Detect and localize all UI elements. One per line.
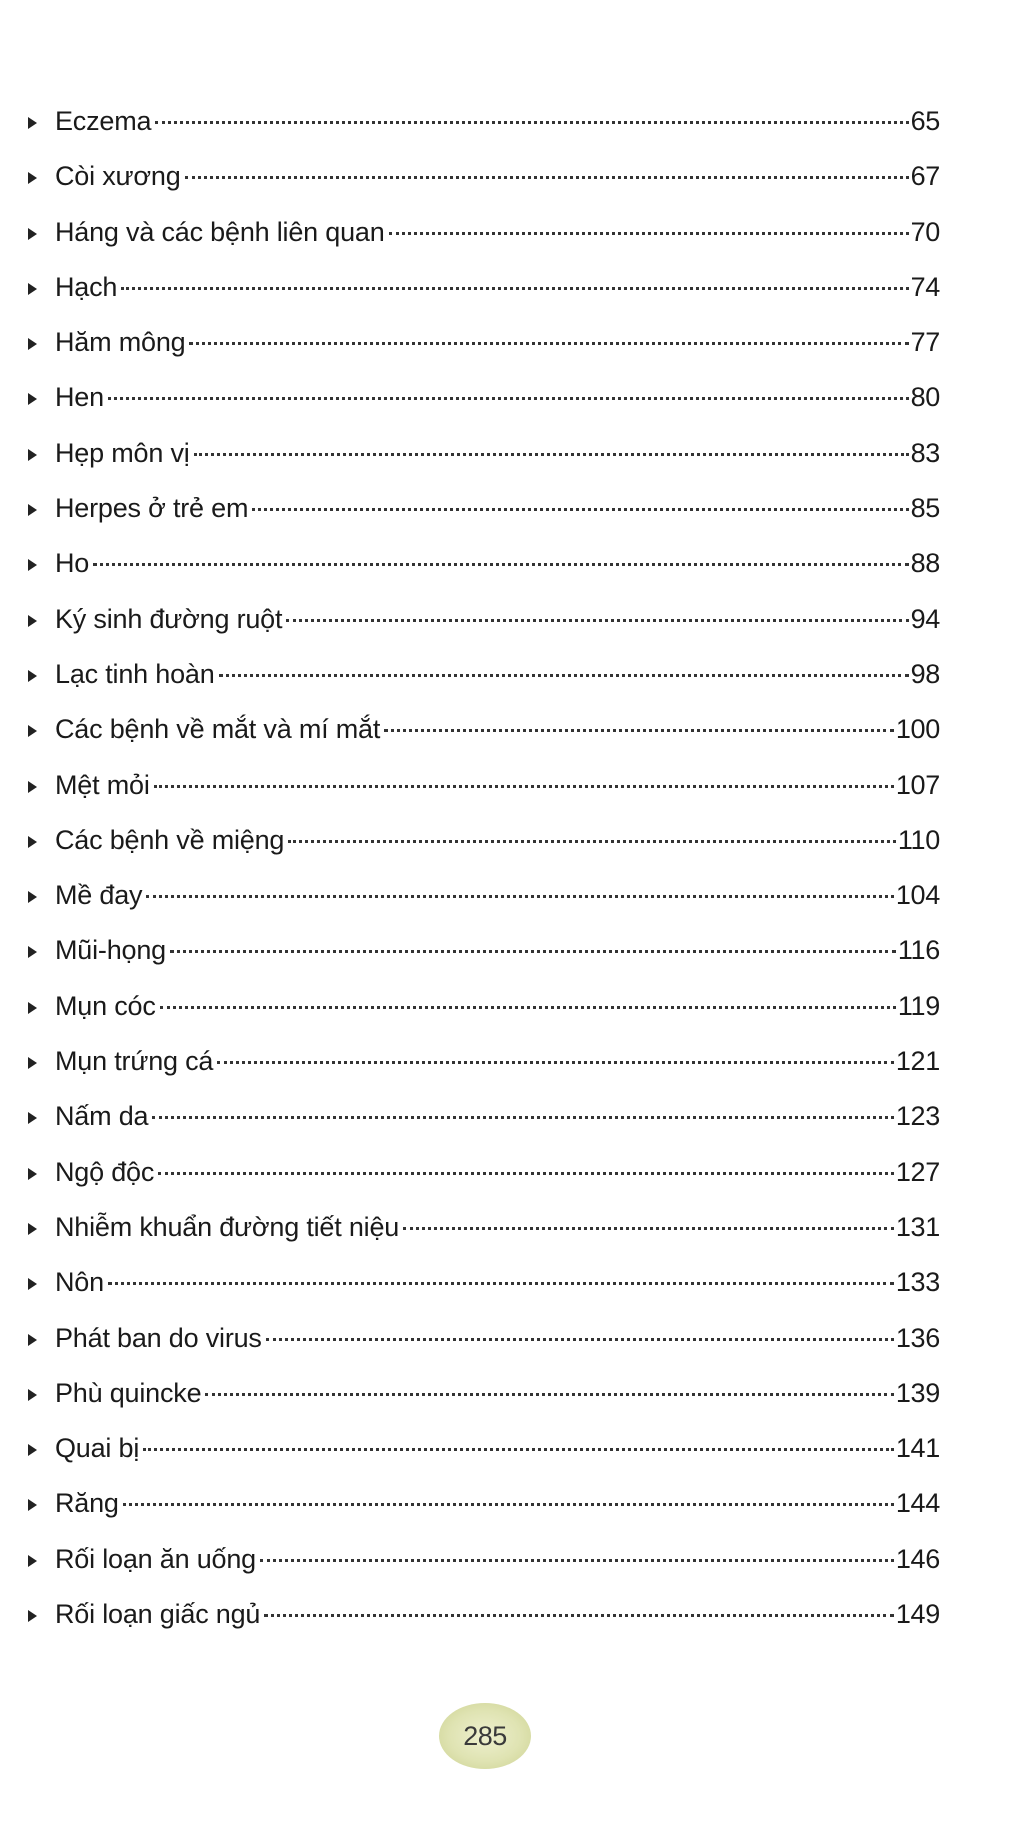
toc-entry-title: Hẹp môn vị [55, 437, 190, 468]
toc-entry-page: 144 [895, 1488, 940, 1519]
triangle-bullet-icon [28, 1444, 37, 1456]
toc-entry-title: Nhiễm khuẩn đường tiết niệu [55, 1211, 400, 1242]
toc-entry-page: 123 [895, 1101, 940, 1132]
toc-entry-page: 149 [895, 1599, 940, 1630]
toc-entry-title: Mệt mỏi [55, 769, 150, 800]
toc-entry-title: Mề đay [55, 880, 143, 911]
table-of-contents [28, 104, 940, 1652]
toc-entry-title: Ký sinh đường ruột [55, 603, 283, 634]
toc-entry [28, 215, 940, 270]
triangle-bullet-icon [28, 836, 37, 848]
toc-entry [28, 1321, 940, 1376]
toc-entry [28, 1265, 940, 1320]
toc-entry-title: Herpes ở trẻ em [55, 493, 249, 524]
dot-leader [384, 729, 894, 732]
triangle-bullet-icon [28, 1389, 37, 1401]
toc-entry-title: Các bệnh về mắt và mí mắt [55, 714, 381, 745]
toc-entry [28, 1542, 940, 1597]
triangle-bullet-icon [28, 559, 37, 571]
toc-entry-page: 119 [897, 990, 940, 1021]
toc-entry-title: Mụn trứng cá [55, 1046, 214, 1077]
dot-leader [266, 1338, 894, 1341]
toc-entry-page: 121 [895, 1046, 940, 1077]
toc-entry-title: Quai bị [55, 1433, 140, 1464]
toc-entry [28, 1376, 940, 1431]
toc-entry-title: Eczema [55, 106, 152, 136]
dot-leader [205, 1393, 893, 1396]
toc-entry-page: 107 [895, 769, 940, 800]
triangle-bullet-icon [28, 1334, 37, 1346]
toc-entry-page: 94 [910, 603, 940, 634]
triangle-bullet-icon [28, 338, 37, 350]
triangle-bullet-icon [28, 283, 37, 295]
triangle-bullet-icon [28, 1223, 37, 1235]
triangle-bullet-icon [28, 449, 37, 461]
toc-entry-title: Háng và các bệnh liên quan [55, 216, 385, 247]
toc-entry [28, 989, 940, 1044]
dot-leader [155, 121, 908, 124]
dot-leader [264, 1614, 894, 1617]
toc-entry [28, 1486, 940, 1541]
dot-leader [185, 176, 909, 179]
toc-entry [28, 270, 940, 325]
triangle-bullet-icon [28, 946, 37, 958]
triangle-bullet-icon [28, 1168, 37, 1180]
toc-entry [28, 933, 940, 988]
toc-entry-page: 98 [910, 658, 940, 689]
toc-entry-page: 131 [895, 1211, 940, 1242]
toc-entry-page: 104 [895, 880, 940, 911]
toc-entry-title: Hen [55, 382, 104, 413]
toc-entry [28, 1431, 940, 1486]
toc-entry-page: 136 [895, 1322, 940, 1353]
page-number: 285 [463, 1720, 507, 1751]
triangle-bullet-icon [28, 1002, 37, 1014]
triangle-bullet-icon [28, 670, 37, 682]
triangle-bullet-icon [28, 615, 37, 627]
toc-entry-page: 141 [895, 1433, 940, 1464]
dot-leader [252, 508, 908, 511]
toc-entry-title: Các bệnh về miệng [55, 824, 285, 855]
dot-leader [154, 785, 894, 788]
dot-leader [108, 397, 909, 400]
toc-entry-title: Nấm da [55, 1101, 149, 1132]
triangle-bullet-icon [28, 1499, 37, 1511]
toc-entry-title: Ho [55, 548, 90, 579]
dot-leader [219, 674, 909, 677]
toc-entry-title: Rối loạn ăn uống [55, 1543, 256, 1574]
toc-entry [28, 1155, 940, 1210]
toc-entry [28, 325, 940, 380]
toc-entry-title: Phù quincke [55, 1377, 202, 1408]
toc-entry-title: Răng [55, 1488, 119, 1519]
dot-leader [158, 1172, 894, 1175]
toc-entry [28, 1597, 940, 1652]
toc-entry [28, 546, 940, 601]
triangle-bullet-icon [28, 393, 37, 405]
toc-entry [28, 602, 940, 657]
triangle-bullet-icon [28, 891, 37, 903]
triangle-bullet-icon [28, 1555, 37, 1567]
dot-leader [160, 1006, 896, 1009]
toc-entry-title: Hạch [55, 271, 118, 302]
toc-entry-page: 70 [910, 216, 940, 247]
toc-entry-title: Mụn cóc [55, 990, 156, 1021]
toc-entry-page: 67 [910, 161, 940, 192]
toc-entry-page: 139 [895, 1377, 940, 1408]
toc-entry [28, 491, 940, 546]
triangle-bullet-icon [28, 172, 37, 184]
dot-leader [146, 895, 894, 898]
toc-entry [28, 823, 940, 878]
toc-entry-title: Mũi-họng [55, 935, 166, 966]
toc-entry-page: 77 [910, 327, 940, 358]
dot-leader [108, 1282, 894, 1285]
toc-entry-title: Lạc tinh hoàn [55, 658, 215, 689]
dot-leader [217, 1061, 894, 1064]
triangle-bullet-icon [28, 781, 37, 793]
dot-leader [288, 840, 896, 843]
dot-leader [260, 1559, 894, 1562]
toc-entry-title: Còi xương [55, 161, 181, 192]
toc-entry-page: 133 [895, 1267, 940, 1298]
dot-leader [403, 1227, 894, 1230]
toc-entry [28, 712, 940, 767]
toc-entry [28, 104, 940, 159]
toc-entry-page: 74 [910, 271, 940, 302]
toc-entry-page: 100 [895, 714, 940, 745]
toc-entry [28, 436, 940, 491]
dot-leader [189, 342, 908, 345]
toc-entry [28, 1099, 940, 1154]
toc-entry-page: 85 [910, 493, 940, 524]
dot-leader [152, 1116, 894, 1119]
dot-leader [93, 563, 908, 566]
toc-entry-page: 80 [910, 382, 940, 413]
triangle-bullet-icon [28, 117, 37, 129]
dot-leader [123, 1503, 894, 1506]
toc-entry [28, 1044, 940, 1099]
toc-entry-page: 110 [897, 824, 940, 855]
toc-entry [28, 380, 940, 435]
toc-entry-title: Phát ban do virus [55, 1322, 262, 1353]
toc-entry-title: Rối loạn giấc ngủ [55, 1599, 261, 1630]
triangle-bullet-icon [28, 725, 37, 737]
triangle-bullet-icon [28, 1112, 37, 1124]
dot-leader [121, 287, 908, 290]
toc-entry-page: 83 [910, 437, 940, 468]
toc-entry-title: Ngộ độc [55, 1156, 155, 1187]
triangle-bullet-icon [28, 1057, 37, 1069]
toc-entry-page: 127 [895, 1156, 940, 1187]
triangle-bullet-icon [28, 1278, 37, 1290]
page-number-badge [439, 1703, 531, 1769]
toc-entry [28, 878, 940, 933]
dot-leader [143, 1448, 894, 1451]
dot-leader [286, 619, 908, 622]
toc-entry-title: Nôn [55, 1267, 104, 1298]
toc-entry-page: 116 [897, 935, 940, 966]
toc-entry [28, 1210, 940, 1265]
toc-entry [28, 657, 940, 712]
toc-entry [28, 768, 940, 823]
toc-entry-page: 65 [910, 106, 940, 136]
toc-entry [28, 159, 940, 214]
triangle-bullet-icon [28, 1610, 37, 1622]
toc-entry-page: 146 [895, 1543, 940, 1574]
dot-leader [389, 232, 909, 235]
toc-entry-title: Hăm mông [55, 327, 186, 358]
dot-leader [170, 950, 896, 953]
toc-entry-page: 88 [910, 548, 940, 579]
triangle-bullet-icon [28, 228, 37, 240]
dot-leader [194, 453, 909, 456]
triangle-bullet-icon [28, 504, 37, 516]
